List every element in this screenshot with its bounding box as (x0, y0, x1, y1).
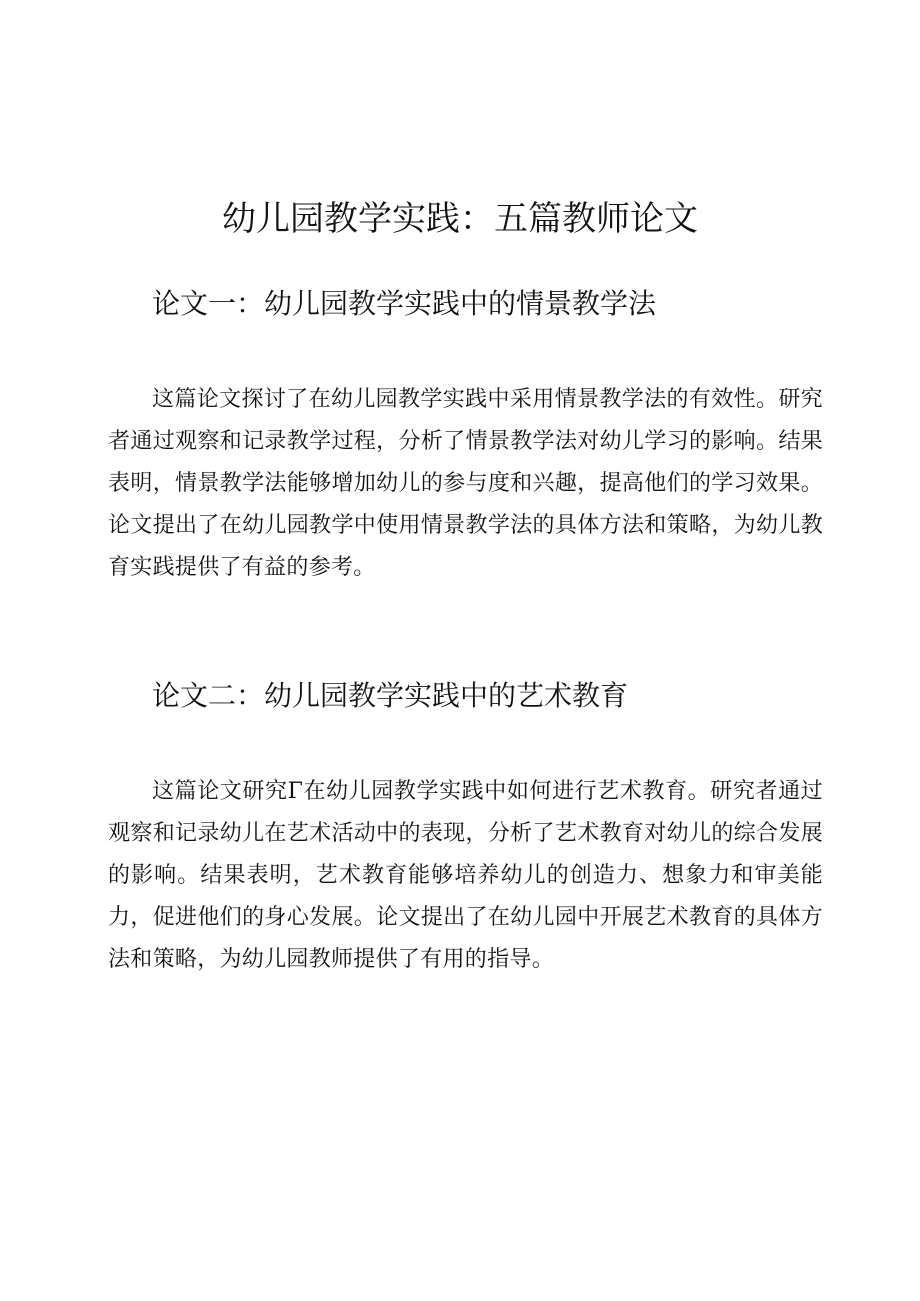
section-body-paper-1: 这篇论文探讨了在幼儿园教学实践中采用情景教学法的有效性。研究者通过观察和记录教学过程，分析了情景教学法对幼儿学习的影响。结果表明，情景教学法能够增加幼儿的参与度和兴趣，提高他们的学习效果。论文提出了在幼儿园教学中使用情景教学法的具体方法和策略，为幼儿教育实践提供了有益的参考。 (108, 387, 823, 580)
document-title: 幼儿园教学实践：五篇教师论文 (222, 198, 698, 239)
section-body-paper-2: 这篇论文研究Γ在幼儿园教学实践中如何进行艺术教育。研究者通过观察和记录幼儿在艺术活动中的表现，分析了艺术教育对幼儿的综合发展的影响。结果表明，艺术教育能够培养幼儿的创造力、想象力和审美能力，促进他们的身心发展。论文提出了在幼儿园中开展艺术教育的具体方法和策略，为幼儿园教师提供了有用的指导。 (108, 779, 823, 972)
section-heading-paper-2: 论文二：幼儿园教学实践中的艺术教育 (152, 679, 629, 712)
section-heading-paper-1: 论文一：幼儿园教学实践中的情景教学法 (152, 287, 657, 320)
